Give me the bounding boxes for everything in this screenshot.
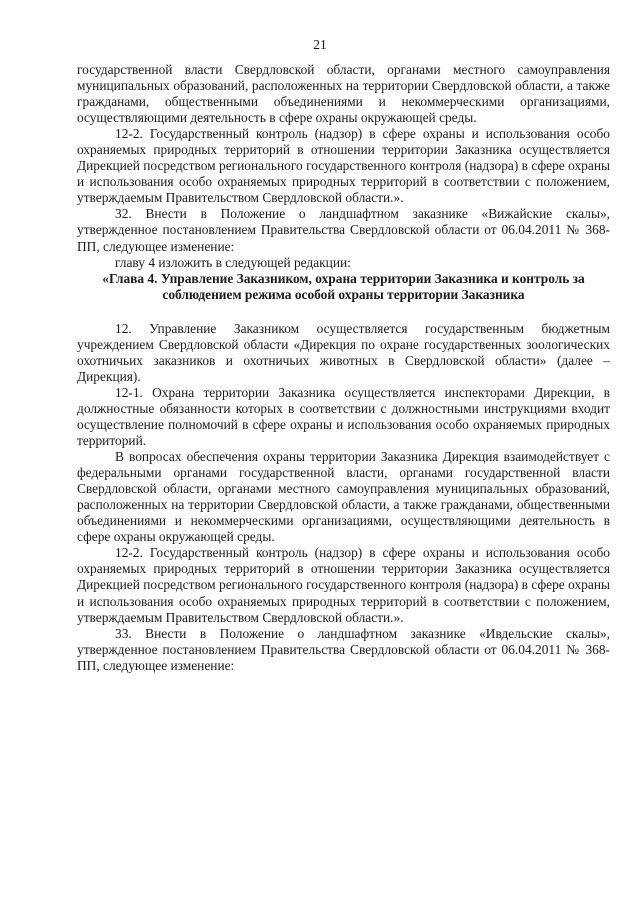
paragraph-chapter-4-instruction: главу 4 изложить в следующей редакции: [115,254,351,270]
chapter-4-heading: «Глава 4. Управление Заказником, охрана территории Заказника и контроль за соблюдением режима особой охраны территории Заказника [102,270,585,302]
paragraph-item-33: 33. Внести в Положение о ландшафтном заказнике «Ивдельские скалы», утвержденное постановлением Правительства Свердловской области от 06.04.2011 № 368-ПП, следующее изменение: [77,625,610,673]
paragraph-12-1: 12-1. Охрана территории Заказника осуществляется инспекторами Дирекции, в должностные обязанности которых в соответствии с должностными инструкциями входит осуществление полномочий в сфере охраны и использования особо охраняемых природных территорий. [77,384,610,449]
document-body [77,62,610,674]
paragraph-12-2-first: 12-2. Государственный контроль (надзор) в сфере охраны и использования особо охраняемых природных территорий в отношении территории Заказника осуществляется Дирекцией посредством регионального государственного контроля (надзора) в сфере охраны и использования особо охраняемых природных территорий в соответствии с положением, утверждаемым Правительством Свердловской области.». [77,126,610,206]
paragraph-continuation: государственной власти Свердловской области, органами местного самоуправления муниципальных образований, расположенных на территории Свердловской области, а также гражданами, общественными объединениями и некоммерческими организациями, осуществляющими деятельность в сфере охраны окружающей среды. [77,62,610,126]
paragraph-12-2-second: 12-2. Государственный контроль (надзор) в сфере охраны и использования особо охраняемых природных территорий в отношении территории Заказника осуществляется Дирекцией посредством регионального государственного контроля (надзора) в сфере охраны и использования особо охраняемых природных территорий в соответствии с положением, утверждаемым Правительством Свердловской области.». [77,545,610,625]
paragraph-interaction: В вопросах обеспечения охраны территории Заказника Дирекция взаимодействует с федеральными органами государственной власти, органами государственной власти Свердловской области, органами местного самоуправления муниципальных образований, расположенных на территории Свердловской области, а также гражданами, общественными объединениями и некоммерческими организациями, осуществляющими деятельность в сфере охраны окружающей среды. [77,449,610,545]
paragraph-12: 12. Управление Заказником осуществляется государственным бюджетным учреждением Свердловской области «Дирекция по охране государственных зоологических охотничьих заказников и охотничьих животных в Свердловской области» (далее – Дирекция). [77,320,610,384]
blank-line [77,303,610,321]
paragraph-item-32: 32. Внести в Положение о ландшафтном заказнике «Вижайские скалы», утвержденное постановлением Правительства Свердловской области от 06.04.2011 № 368-ПП, следующее изменение: [77,206,610,254]
page-number: 21 [313,37,327,52]
